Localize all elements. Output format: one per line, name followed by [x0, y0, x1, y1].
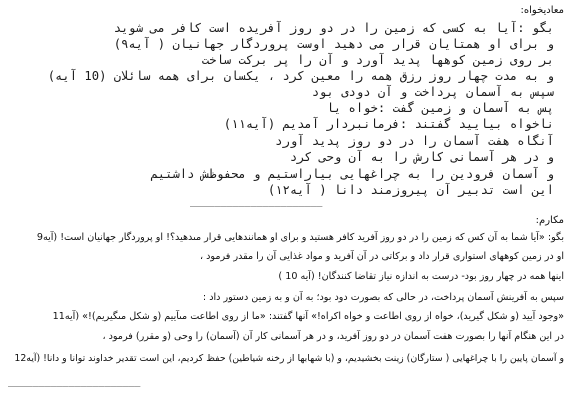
translation-line: او در زمین کوههای استواری قرار داد و برکاتی در آن آفرید و مواد غذایی آن را مقدر فرمود ، — [200, 251, 564, 262]
translation-line: سپس به آفرینش آسمان پرداخت، در حالی که بصورت دود بود؛ به آن و به زمین دستور داد : — [202, 292, 564, 303]
verse-line: و برای او همتایان قرار می دهید اوست پروردگار جهانیان ( آیه۹) — [113, 37, 554, 51]
translation-line: در این هنگام آنها را بصورت هفت آسمان در دو روز آفرید، و در هر آسمانی کار آن (آسمان) را وحی (و مقرر) فرمود ، — [102, 331, 564, 342]
translation-line: بگو: «آیا شما به آن کس که زمین را در دو روز آفرید کافر هستید و برای او همانندهایی قرار مى‏دهید؟! او پروردگار جهانیان است! (آیه9 — [36, 232, 564, 243]
verse-line: و در هر آسمانی کارش را به آن وحی کرد — [289, 150, 554, 164]
section-divider: ______________________ — [8, 376, 141, 387]
translation-line: اینها همه در چهار روز بود- درست به اندازه نیاز تقاضا کنندگان! (آیه 10 ) — [278, 271, 564, 282]
verse-line: بگو :آیا به کسی که زمین را در دو روز آفریده است کافر می شوید — [113, 21, 554, 35]
translation-line: «وجود آیید (و شکل گیرید)، خواه از روی اطاعت و خواه اکراه!» آنها گفتند: «ما از روی اطاعت مى‏آییم (و شکل مى‏گیریم)!» (آیه11 — [52, 311, 564, 322]
verse-line: سپس به آسمان پرداخت و آن دودی بود — [311, 85, 554, 99]
verse-line: و به مدت چهار روز رزق همه را معین کرد ، یکسان برای همه سائلان (10 آیه) — [47, 69, 554, 83]
verse-line: این است تدبیر آن پیروزمند دانا ( آیه۱۲) — [267, 183, 554, 197]
section-divider: ______________________ — [190, 196, 323, 207]
translation-line: و آسمان پایین را با چراغهایی ( ستارگان) زینت بخشیدیم، و (با شهابها از رخنه شیاطین) حفظ کردیم، این است تقدیر خداوند توانا و دانا! (آیه12 — [14, 353, 564, 364]
verse-line: و آسمان فرودین را به چراغهایی بیاراستیم و محفوظش داشتیم — [150, 167, 554, 181]
section-heading-makarem: مکارم: — [535, 215, 564, 226]
verse-line: ناخواه بیایید گفتند :فرمانبردار آمدیم (آیه۱۱) — [223, 117, 554, 131]
verse-line: پس به آسمان و زمین گفت :خواه یا — [326, 101, 554, 115]
verse-line: بر روی زمین کوهها پدید آورد و آن را پر برکت ساخت — [201, 53, 554, 67]
section-heading-moadikhah: معادیخواه: — [520, 5, 564, 16]
verse-line: آنگاه هفت آسمان را در دو روز پدید آورد — [275, 134, 554, 148]
